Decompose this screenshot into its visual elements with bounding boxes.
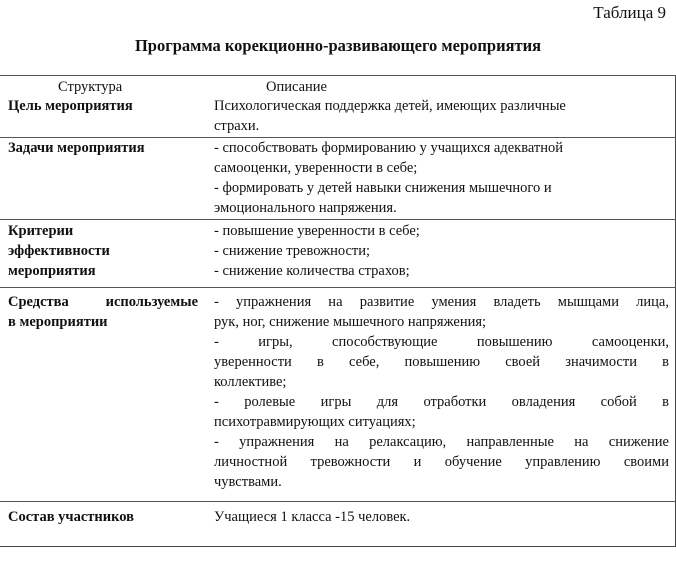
description-line: - игры, способствующие повышению самооценки,: [214, 334, 669, 350]
description-line: - снижение тревожности;: [214, 243, 371, 259]
description-line: Психологическая поддержка детей, имеющих различные: [214, 98, 566, 114]
row-title: Задачи мероприятия: [8, 140, 145, 156]
row-title: [8, 221, 198, 281]
description-line: коллективе;: [214, 374, 287, 390]
description-line: чувствами.: [214, 474, 282, 490]
row-title-line: Средства используемые: [8, 294, 198, 310]
row-title-line: эффективности: [8, 243, 110, 259]
row-description: [214, 96, 669, 136]
program-table: [0, 75, 676, 547]
description-line: - упражнения на релаксацию, направленные на снижение: [214, 434, 669, 450]
description-line: - упражнения на развитие умения владеть мышцами лица,: [214, 294, 669, 310]
document-title: Программа корекционно-развивающего мероприятия: [134, 36, 542, 55]
description-line: - снижение количества страхов;: [214, 263, 410, 279]
header-description: Описание: [266, 79, 327, 95]
row-description: [214, 292, 669, 492]
description-line: самооценки, уверенности в себе;: [214, 160, 418, 176]
description-line: личностной тревожности и обучение управлению своими: [214, 454, 669, 470]
row-title: Цель мероприятия: [8, 98, 133, 114]
description-line: - ролевые игры для отработки овладения собой в: [214, 394, 669, 410]
description-line: эмоционального напряжения.: [214, 200, 397, 216]
row-title: Состав участников: [8, 509, 134, 525]
description-line: Учащиеся 1 класса -15 человек.: [214, 509, 411, 525]
description-line: уверенности в себе, повышению своей значимости в: [214, 354, 669, 370]
description-line: страхи.: [214, 118, 260, 134]
row-separator: [0, 219, 676, 220]
row-description: [214, 507, 669, 527]
header-structure: Структура: [58, 79, 123, 95]
table-number-label: Таблица 9: [593, 3, 666, 22]
row-title-line: Критерии: [8, 223, 74, 239]
row-description: [214, 221, 669, 281]
description-line: - способствовать формированию у учащихся адекватной: [214, 140, 564, 156]
description-line: - формировать у детей навыки снижения мышечного и: [214, 180, 552, 196]
description-line: рук, ног, снижение мышечного напряжения;: [214, 314, 487, 330]
row-title-line: в мероприятии: [8, 314, 108, 330]
description-line: психотравмирующих ситуациях;: [214, 414, 416, 430]
row-separator: [0, 287, 676, 288]
row-description: [214, 138, 669, 218]
row-separator: [0, 501, 676, 502]
row-title: [8, 292, 198, 332]
description-line: - повышение уверенности в себе;: [214, 223, 420, 239]
row-title-line: мероприятия: [8, 263, 96, 279]
